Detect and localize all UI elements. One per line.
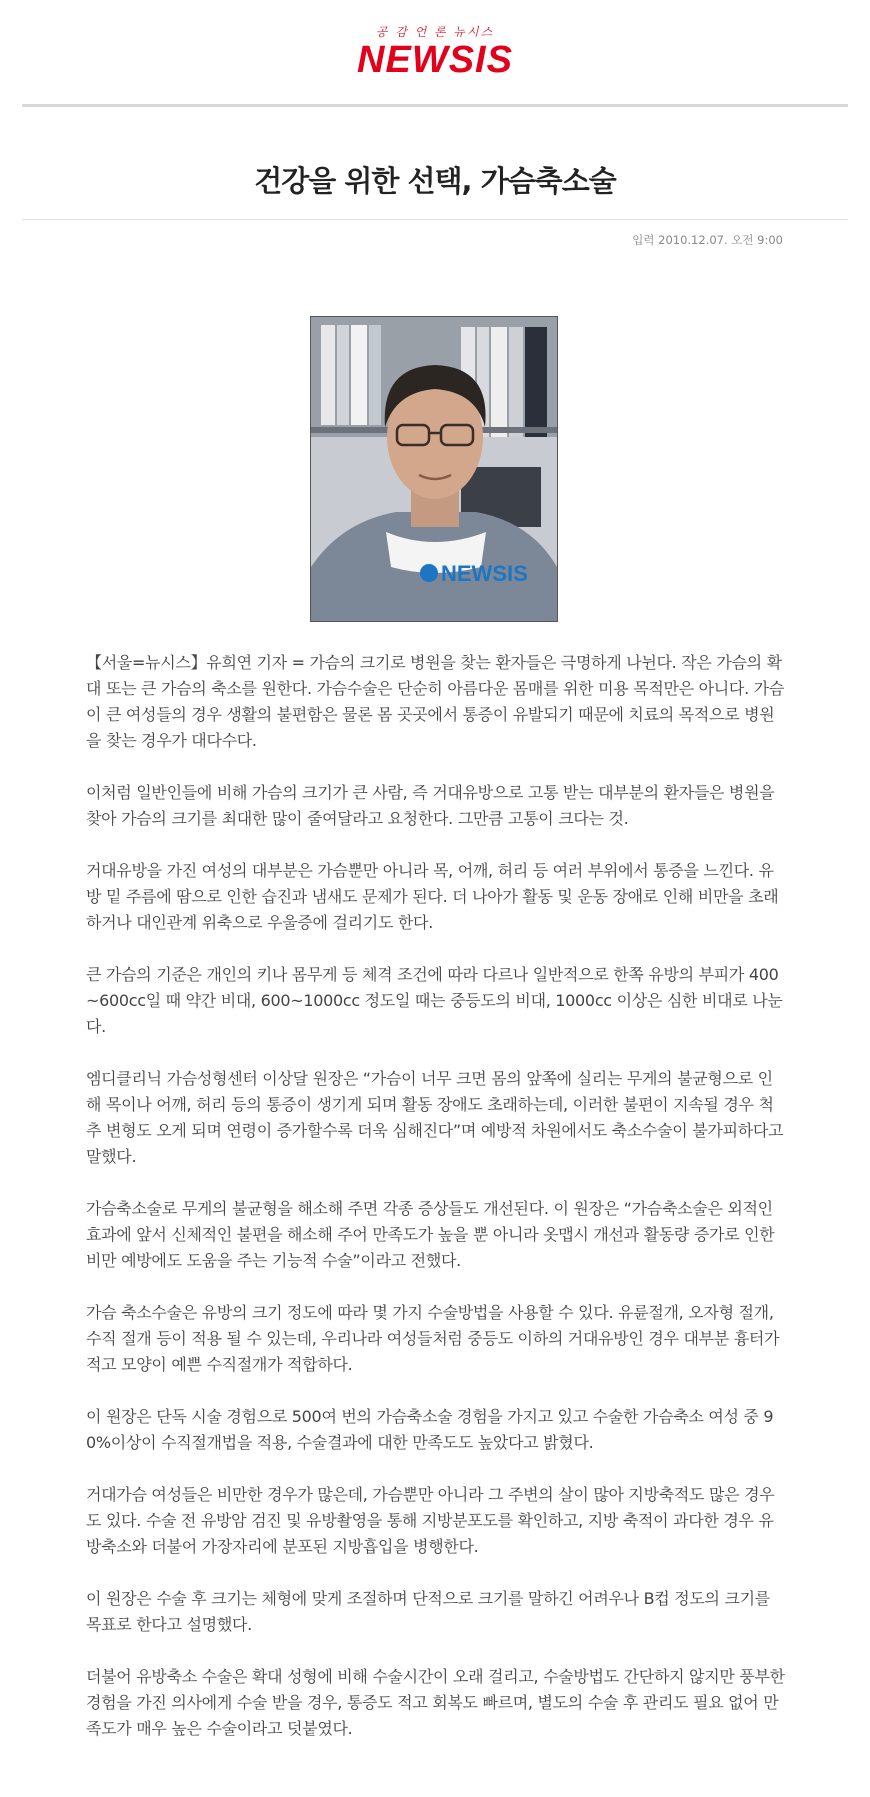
article-paragraph: 더불어 유방축소 수술은 확대 성형에 비해 수술시간이 오래 걸리고, 수술방법도 간단하지 않지만 풍부한 경험을 가진 의사에게 수술 받을 경우, 통증도 적고 회복도 빠르며, 별도의 수술 후 관리도 필요 없어 만족도가 매우 높은 수술이라고 덧붙였다.	[86, 1667, 785, 1738]
article-paragraph: 거대가슴 여성들은 비만한 경우가 많은데, 가슴뿐만 아니라 그 주변의 살이 많아 지방축적도 많은 경우도 있다. 수술 전 유방암 검진 및 유방촬영을 통해 지방분포도를 확인하고, 지방 축적이 과다한 경우 유방축소와 더불어 가장자리에 분포된 지방흡입을 병행한다.	[86, 1485, 775, 1556]
article-paragraph: 가슴축소술로 무게의 불균형을 해소해 주면 각종 증상들도 개선된다. 이 원장은 “가슴축소술은 외적인 효과에 앞서 신체적인 불편을 해소해 주어 만족도가 높을 뿐 아니라 옷맵시 개선과 활동량 증가로 인한 비만 예방에도 도움을 주는 기능적 수술”이라고 전했다.	[86, 1199, 775, 1270]
article-paragraph: 가슴 축소수술은 유방의 크기 정도에 따라 몇 가지 수술방법을 사용할 수 있다. 유륜절개, 오자형 절개, 수직 절개 등이 적용 될 수 있는데, 우리나라 여성들처럼 중등도 이하의 거대유방인 경우 대부분 흉터가 적고 모양이 예쁜 수직절개가 적합하다.	[86, 1303, 780, 1374]
title-divider	[22, 219, 848, 220]
article-paragraph: 이 원장은 단독 시술 경험으로 500여 번의 가슴축소술 경험을 가지고 있고 수술한 가슴축소 여성 중 90%이상이 수직절개법을 적용, 수술결과에 대한 만족도도 높았다고 밝혔다.	[86, 1407, 774, 1452]
portrait-illustration	[311, 317, 557, 621]
header-divider	[22, 104, 848, 107]
newsis-logo[interactable]	[330, 24, 540, 84]
article-dateline: 입력 2010.12.07. 오전 9:00	[632, 233, 783, 247]
article-paragraph: 큰 가슴의 기준은 개인의 키나 몸무게 등 체격 조건에 따라 다르나 일반적으로 한쪽 유방의 부피가 400~600cc일 때 약간 비대, 600~1000cc 정도일 때는 중등도의 비대, 1000cc 이상은 심한 비대로 나눈다.	[86, 965, 783, 1036]
site-header	[0, 0, 870, 105]
article-photo	[310, 316, 558, 622]
article-paragraph: 이 원장은 수술 후 크기는 체형에 맞게 조절하며 단적으로 크기를 말하긴 어려우나 B컵 정도의 크기를 목표로 한다고 설명했다.	[86, 1589, 770, 1634]
article-paragraph: 【서울=뉴시스】유희연 기자 = 가슴의 크기로 병원을 찾는 환자들은 극명하게 나뉜다. 작은 가슴의 확대 또는 큰 가슴의 축소를 원한다. 가슴수술은 단순히 아름다운 몸매를 위한 미용 목적만은 아니다. 가슴이 큰 여성들의 경우 생활의 불편함은 물론 몸 곳곳에서 통증이 유발되기 때문에 치료의 목적으로 병원을 찾는 경우가 대다수다.	[86, 653, 784, 750]
article-paragraph: 이처럼 일반인들에 비해 가슴의 크기가 큰 사람, 즉 거대유방으로 고통 받는 대부분의 환자들은 병원을 찾아 가슴의 크기를 최대한 많이 줄여달라고 요청한다. 그만큼 고통이 크다는 것.	[86, 783, 775, 828]
article-paragraph: 엠디클리닉 가슴성형센터 이상달 원장은 “가슴이 너무 크면 몸의 앞쪽에 실리는 무게의 불균형으로 인해 목이나 어깨, 허리 등의 통증이 생기게 되며 활동 장애도 초래하는데, 이러한 불편이 지속될 경우 척추 변형도 오게 되며 연령이 증가할수록 더욱 심해진다”며 예방적 차원에서도 축소수술이 불가피하다고 말했다.	[86, 1069, 784, 1166]
logo-wordmark: NEWSIS	[357, 39, 513, 81]
article-title: 건강을 위한 선택, 가슴축소술	[254, 164, 616, 199]
article-paragraph: 거대유방을 가진 여성의 대부분은 가슴뿐만 아니라 목, 어깨, 허리 등 여러 부위에서 통증을 느낀다. 유방 밑 주름에 땀으로 인한 습진과 냄새도 문제가 된다. 더 나아가 활동 및 운동 장애로 인해 비만을 초래하거나 대인관계 위축으로 우울증에 걸리기도 한다.	[86, 861, 779, 932]
photo-watermark: NEWSIS	[441, 561, 528, 586]
logo-tagline: 공 감 언 론 뉴시스	[375, 25, 495, 39]
article-body	[86, 650, 786, 1768]
